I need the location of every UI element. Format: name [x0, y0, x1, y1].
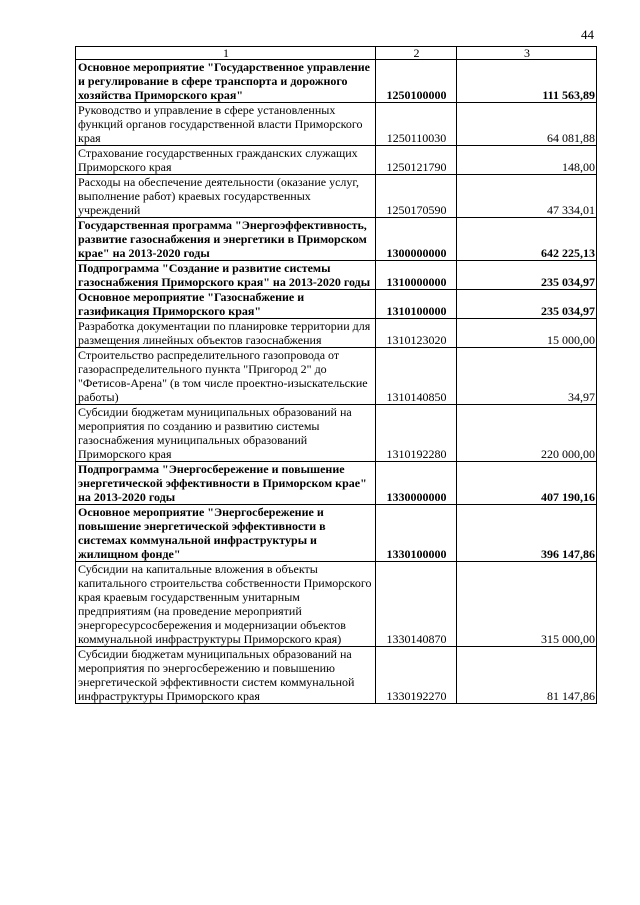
row-name-cell: Страхование государственных гражданских служащих Приморского края — [76, 146, 376, 175]
row-amount-cell: 315 000,00 — [457, 562, 597, 647]
table-row — [76, 405, 597, 462]
row-name-cell: Основное мероприятие "Государственное управление и регулирование в сфере транспорта и дорожного хозяйства Приморского края" — [76, 60, 376, 103]
row-amount-cell: 34,97 — [457, 348, 597, 405]
row-amount-cell: 235 034,97 — [457, 261, 597, 290]
table-row — [76, 647, 597, 704]
column-header-amount: 3 — [457, 47, 597, 60]
row-code-cell: 1330100000 — [376, 505, 457, 562]
table-row — [76, 462, 597, 505]
table-row — [76, 261, 597, 290]
row-name-cell: Государственная программа "Энергоэффективность, развитие газоснабжения и энергетики в Приморском крае" на 2013-2020 годы — [76, 218, 376, 261]
row-code-cell: 1250121790 — [376, 146, 457, 175]
row-name-cell: Подпрограмма "Энергосбережение и повышение энергетической эффективности в Приморском крае" на 2013-2020 годы — [76, 462, 376, 505]
row-name-cell: Основное мероприятие "Энергосбережение и повышение энергетической эффективности в системах коммунальной инфраструктуры и жилищном фонде" — [76, 505, 376, 562]
row-name-cell: Расходы на обеспечение деятельности (оказание услуг, выполнение работ) краевых государственных учреждений — [76, 175, 376, 218]
column-header-name: 1 — [76, 47, 376, 60]
row-name-cell: Разработка документации по планировке территории для размещения линейных объектов газоснабжения — [76, 319, 376, 348]
table-row — [76, 146, 597, 175]
row-name-cell: Руководство и управление в сфере установленных функций органов государственной власти Приморского края — [76, 103, 376, 146]
table-row — [76, 175, 597, 218]
row-amount-cell: 64 081,88 — [457, 103, 597, 146]
row-code-cell: 1310192280 — [376, 405, 457, 462]
row-name-cell: Субсидии бюджетам муниципальных образований на мероприятия по созданию и развитию системы газоснабжения муниципальных образований Приморского края — [76, 405, 376, 462]
row-name-cell: Субсидии бюджетам муниципальных образований на мероприятия по энергосбережению и повышению энергетической эффективности систем коммунальной инфраструктуры Приморского края — [76, 647, 376, 704]
table-row — [76, 290, 597, 319]
row-code-cell: 1310140850 — [376, 348, 457, 405]
table-row — [76, 505, 597, 562]
row-name-cell: Основное мероприятие "Газоснабжение и газификация Приморского края" — [76, 290, 376, 319]
table-header-row — [76, 47, 597, 60]
table-body — [76, 60, 597, 704]
row-code-cell: 1330000000 — [376, 462, 457, 505]
table-row — [76, 218, 597, 261]
row-amount-cell: 396 147,86 — [457, 505, 597, 562]
page-number: 44 — [581, 27, 594, 42]
table-row — [76, 103, 597, 146]
row-code-cell: 1310123020 — [376, 319, 457, 348]
row-amount-cell: 407 190,16 — [457, 462, 597, 505]
row-amount-cell: 148,00 — [457, 146, 597, 175]
table-row — [76, 562, 597, 647]
row-code-cell: 1250110030 — [376, 103, 457, 146]
row-code-cell: 1310000000 — [376, 261, 457, 290]
row-amount-cell: 81 147,86 — [457, 647, 597, 704]
table-row — [76, 60, 597, 103]
row-code-cell: 1250100000 — [376, 60, 457, 103]
row-amount-cell: 15 000,00 — [457, 319, 597, 348]
row-code-cell: 1250170590 — [376, 175, 457, 218]
budget-table — [75, 46, 597, 704]
column-header-code: 2 — [376, 47, 457, 60]
row-name-cell: Строительство распределительного газопровода от газораспределительного пункта "Пригород 2" до "Фетисов-Арена" (в том числе проектно-изыскательские работы) — [76, 348, 376, 405]
row-name-cell: Субсидии на капитальные вложения в объекты капитального строительства собственности Приморского края краевым государственным унитарным предприятиям (на проведение мероприятий энергоресурсосбережения и модернизации объектов коммунальной инфраструктуры Приморского края) — [76, 562, 376, 647]
row-amount-cell: 47 334,01 — [457, 175, 597, 218]
table-row — [76, 319, 597, 348]
row-code-cell: 1300000000 — [376, 218, 457, 261]
row-code-cell: 1330140870 — [376, 562, 457, 647]
row-code-cell: 1310100000 — [376, 290, 457, 319]
table-row — [76, 348, 597, 405]
row-name-cell: Подпрограмма "Создание и развитие системы газоснабжения Приморского края" на 2013-2020 годы — [76, 261, 376, 290]
row-amount-cell: 111 563,89 — [457, 60, 597, 103]
row-amount-cell: 220 000,00 — [457, 405, 597, 462]
row-amount-cell: 235 034,97 — [457, 290, 597, 319]
row-amount-cell: 642 225,13 — [457, 218, 597, 261]
row-code-cell: 1330192270 — [376, 647, 457, 704]
